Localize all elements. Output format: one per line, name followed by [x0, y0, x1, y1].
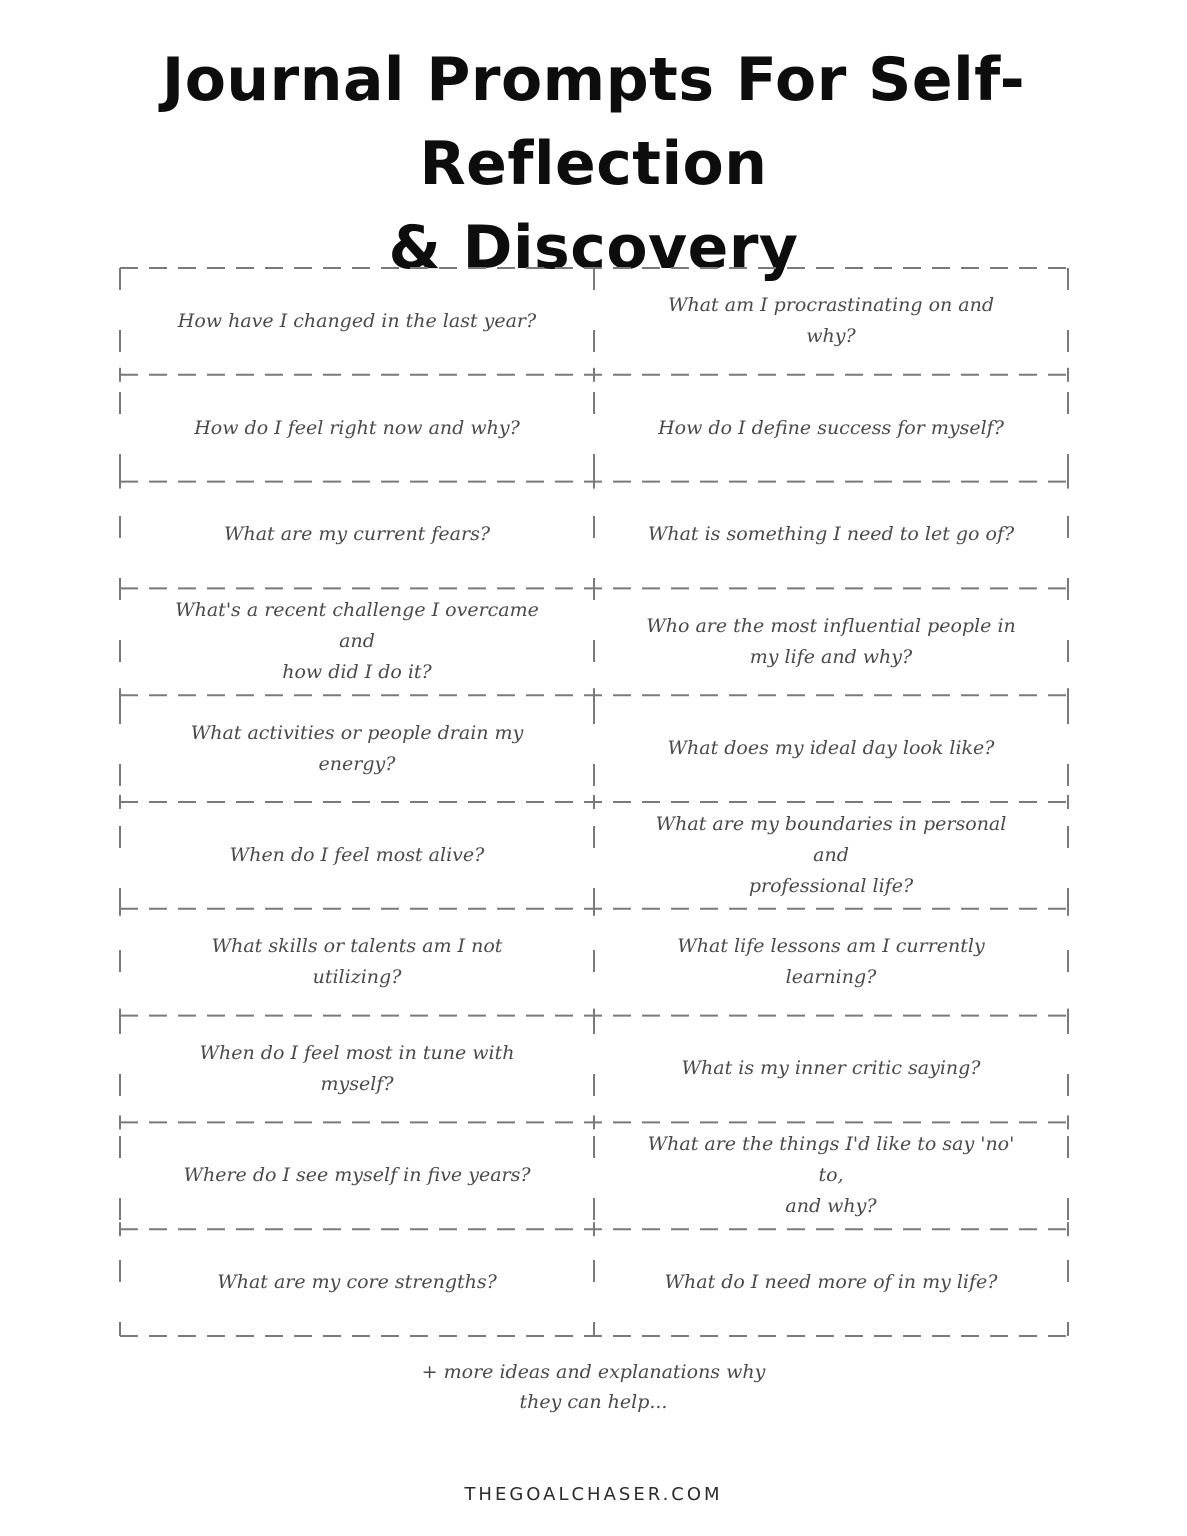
prompt-text-line: What does my ideal day look like? [667, 737, 995, 760]
prompt-text [681, 1053, 980, 1084]
prompt-text [191, 718, 524, 780]
prompt-text-line: What is something I need to let go of? [647, 523, 1015, 546]
prompt-text [648, 519, 1014, 550]
prompt-text-line: How have I changed in the last year? [177, 309, 537, 332]
prompt-text-line: Who are the most influential people in [646, 614, 1016, 637]
prompt-text [665, 1267, 998, 1298]
prompt-card-right [594, 802, 1068, 909]
prompt-text [183, 1160, 530, 1191]
prompt-text-line: learning? [785, 966, 877, 989]
prompt-card-left [120, 375, 594, 482]
prompt-text [194, 413, 520, 444]
prompt-text-line: How do I define success for myself? [658, 416, 1004, 439]
prompt-card-right [594, 375, 1068, 482]
prompt-text-line: how did I do it? [282, 661, 432, 684]
prompt-text-line: energy? [318, 752, 396, 775]
prompt-card-right [594, 1122, 1068, 1229]
prompt-text [646, 611, 1016, 673]
prompt-text-line: What are the things I'd like to say 'no' to, [647, 1133, 1015, 1187]
prompt-text-line: When do I feel most in tune with myself? [199, 1041, 515, 1095]
prompt-text [217, 1267, 497, 1298]
footer-website[interactable]: THEGOALCHASER.COM [464, 1484, 723, 1505]
prompt-card-left [120, 482, 594, 589]
prompt-card-left [120, 909, 594, 1016]
prompt-text [668, 290, 994, 352]
prompt-text [658, 413, 1004, 444]
prompt-grid [120, 268, 1068, 1336]
prompt-text-line: What is my inner critic saying? [681, 1057, 981, 1080]
prompt-text [168, 595, 546, 688]
prompt-text-line: my life and why? [749, 645, 913, 668]
prompt-card-right [594, 1229, 1068, 1336]
prompt-card-left [120, 268, 594, 375]
prompt-card-left [120, 588, 594, 695]
prompt-text [168, 1038, 546, 1100]
more-ideas-line-2: they can help... [519, 1391, 668, 1413]
prompt-card-right [594, 482, 1068, 589]
prompt-card-left [120, 695, 594, 802]
prompt-card-left [120, 1229, 594, 1336]
prompt-card-left [120, 1122, 594, 1229]
prompt-text-line: why? [806, 325, 856, 348]
prompt-text-line: utilizing? [312, 966, 402, 989]
prompt-text-line: professional life? [748, 874, 914, 897]
prompt-text [178, 306, 536, 337]
prompt-text-line: What are my boundaries in personal and [655, 812, 1007, 866]
prompt-text [230, 840, 485, 871]
prompt-card-right [594, 588, 1068, 695]
prompt-text [212, 931, 503, 993]
prompt-text-line: What life lessons am I currently [677, 935, 985, 958]
prompt-card-left [120, 802, 594, 909]
prompt-text [668, 733, 995, 764]
prompt-card-right [594, 1016, 1068, 1123]
prompt-text-line: How do I feel right now and why? [194, 416, 520, 439]
page-title-line-2: & Discovery [388, 213, 799, 283]
page-title-line-1: Journal Prompts For Self-Reflection [161, 45, 1026, 199]
prompt-text-line: What do I need more of in my life? [664, 1271, 998, 1294]
prompt-card-left [120, 1016, 594, 1123]
prompt-text [642, 809, 1020, 902]
prompt-text [642, 1129, 1020, 1222]
more-ideas-note [0, 1357, 1187, 1417]
prompt-text-line: What am I procrastinating on and [667, 294, 995, 317]
prompt-text-line: What skills or talents am I not [211, 935, 503, 958]
prompt-card-right [594, 695, 1068, 802]
prompt-card-right [594, 909, 1068, 1016]
prompt-text-line: What are my current fears? [223, 523, 491, 546]
prompt-text-line: What activities or people drain my [190, 721, 524, 744]
more-ideas-line-1: + more ideas and explanations why [421, 1361, 766, 1383]
prompt-text [677, 931, 984, 993]
prompt-card-right [594, 268, 1068, 375]
prompt-text [224, 519, 490, 550]
prompt-text-line: What's a recent challenge I overcame and [175, 599, 539, 653]
prompt-text-line: When do I feel most alive? [229, 843, 485, 866]
page-title [0, 38, 1187, 290]
prompt-text-line: and why? [785, 1195, 877, 1218]
prompt-text-line: What are my core strengths? [217, 1271, 497, 1294]
prompt-text-line: Where do I see myself in five years? [183, 1164, 531, 1187]
